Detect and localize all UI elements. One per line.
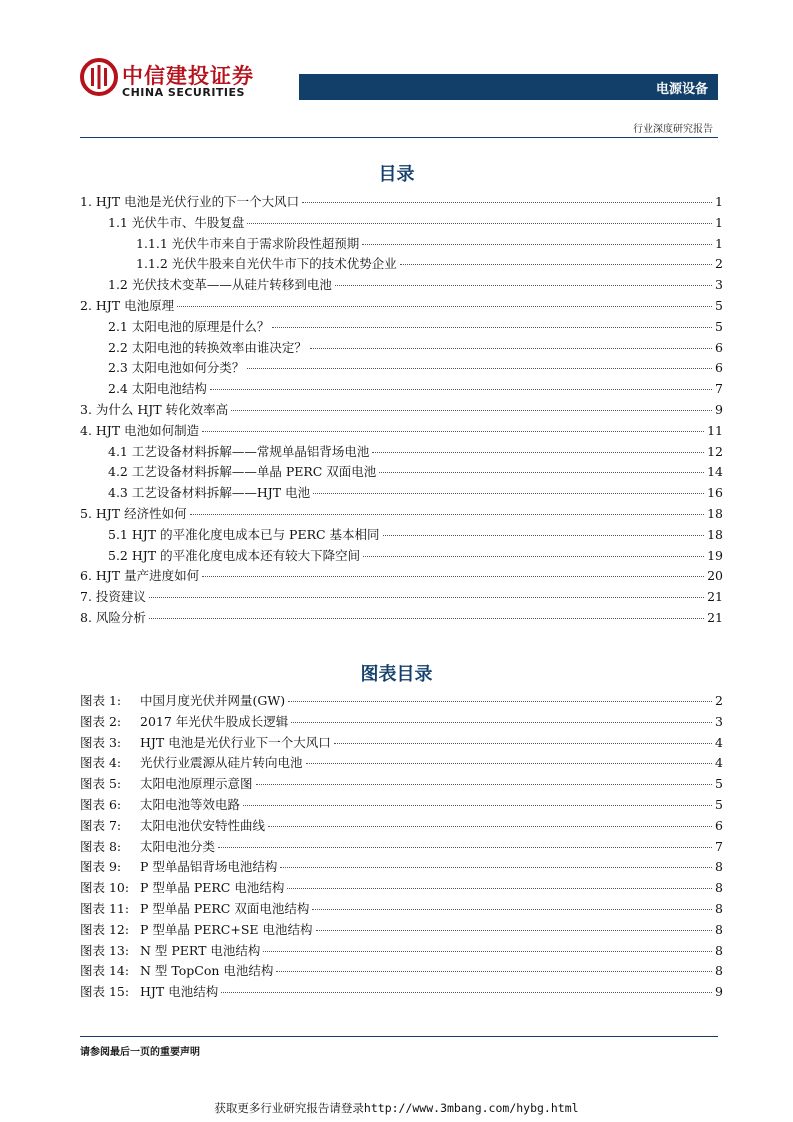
figure-number: 图表 2: — [80, 713, 122, 729]
dot-leader — [202, 575, 704, 577]
figure-entry-label — [80, 774, 253, 794]
source-link[interactable]: 获取更多行业研究报告请登录http://www.3mbang.com/hybg.html — [214, 1101, 579, 1115]
figure-entry-page: 8 — [715, 901, 723, 916]
toc-entry-page: 20 — [707, 568, 723, 584]
figure-entry-page: 9 — [715, 984, 723, 1000]
dot-leader — [276, 970, 712, 972]
toc-entry[interactable] — [80, 358, 723, 378]
dot-leader — [310, 347, 712, 349]
figure-entry-label — [80, 857, 277, 877]
figure-entry-label — [80, 982, 218, 1002]
dot-leader — [272, 326, 712, 328]
figure-number: 图表 4: — [80, 755, 122, 771]
toc-entry-page: 2 — [715, 256, 723, 272]
toc-entry-label: 4.2 工艺设备材料拆解——单晶 PERC 双面电池 — [108, 464, 377, 480]
figure-caption: 中国月度光伏并网量(GW) — [140, 693, 286, 708]
toc-entry-page: 6 — [715, 339, 723, 355]
toc-entry[interactable] — [80, 192, 723, 212]
figure-entry[interactable] — [80, 982, 723, 1002]
report-type: 行业深度研究报告 — [633, 124, 713, 135]
figure-number: 图表 8: — [80, 838, 122, 854]
figure-caption: 太阳电池分类 — [140, 838, 216, 854]
disclaimer: 请参阅最后一页的重要声明 — [80, 1047, 200, 1058]
dot-leader — [247, 367, 712, 369]
toc-entry-label: 4.3 工艺设备材料拆解——HJT 电池 — [108, 485, 311, 501]
figure-entry-page: 8 — [715, 963, 723, 979]
toc-entry-page: 11 — [707, 422, 723, 438]
figure-number: 图表 12: — [80, 921, 130, 937]
dot-leader — [302, 201, 712, 203]
toc-entry-page: 6 — [715, 360, 723, 376]
figure-caption: N 型 PERT 电池结构 — [140, 942, 261, 958]
dot-leader — [210, 388, 712, 390]
figure-entry[interactable] — [80, 920, 723, 940]
toc-entry[interactable] — [80, 566, 723, 586]
figure-entry-label — [80, 753, 303, 773]
figure-caption: 太阳电池等效电路 — [140, 797, 241, 812]
figure-entry-page: 5 — [715, 776, 723, 792]
dot-leader — [313, 492, 704, 494]
toc-entry[interactable] — [80, 379, 723, 399]
figure-caption: P 型单晶铝背场电池结构 — [140, 859, 278, 875]
toc-entry[interactable] — [80, 317, 723, 337]
toc-entry[interactable] — [80, 546, 723, 566]
toc-entry-label: 7. 投资建议 — [80, 589, 146, 605]
figure-entry-page: 8 — [715, 859, 723, 875]
dot-leader — [149, 596, 704, 598]
figure-caption: 太阳电池原理示意图 — [140, 776, 253, 792]
figure-entry-page: 2 — [715, 693, 723, 708]
dot-leader — [231, 409, 712, 411]
dot-leader — [291, 721, 712, 723]
toc-entry-page: 16 — [707, 485, 723, 501]
dot-leader — [383, 534, 705, 536]
toc-entry-page: 12 — [707, 443, 723, 459]
dot-leader — [287, 887, 712, 889]
dot-leader — [218, 846, 712, 848]
dot-leader — [372, 451, 704, 453]
dot-leader — [221, 991, 712, 993]
figure-number: 图表 13: — [80, 942, 130, 958]
figure-caption: P 型单晶 PERC 双面电池结构 — [140, 901, 310, 916]
toc-entry-page: 9 — [715, 402, 723, 417]
figure-entry[interactable] — [80, 733, 723, 753]
figure-number: 图表 7: — [80, 817, 122, 833]
figure-caption: HJT 电池结构 — [140, 984, 219, 1000]
figure-entry[interactable] — [80, 878, 723, 898]
toc-entry[interactable] — [80, 525, 723, 545]
figure-entry-page: 4 — [715, 755, 723, 771]
figure-entry-page: 8 — [715, 880, 723, 896]
figure-entry-page: 4 — [715, 734, 723, 750]
toc-entry-label: 2.4 太阳电池结构 — [108, 381, 207, 397]
figure-caption: P 型单晶 PERC+SE 电池结构 — [140, 921, 313, 937]
figure-caption: 光伏行业震源从硅片转向电池 — [140, 755, 303, 771]
toc-entry-page: 7 — [715, 381, 723, 397]
figure-entry-label — [80, 816, 265, 836]
toc-entry-page: 21 — [707, 610, 723, 625]
figure-entry[interactable] — [80, 816, 723, 836]
toc-entry-page: 18 — [707, 526, 723, 542]
figure-entry-page: 3 — [715, 713, 723, 729]
toc-entry-label: 1.2 光伏技术变革——从硅片转移到电池 — [108, 277, 332, 293]
dot-leader — [268, 825, 712, 827]
toc-entry-page: 5 — [715, 298, 723, 313]
figure-entry-label — [80, 837, 215, 857]
toc-entry[interactable] — [80, 296, 723, 316]
toc-entry-label: 4. HJT 电池如何制造 — [80, 422, 200, 438]
toc-entry-label: 2.3 太阳电池如何分类？ — [108, 360, 245, 376]
figure-entry-label — [80, 961, 273, 981]
dot-leader — [362, 243, 712, 245]
figure-number: 图表 11: — [80, 901, 130, 916]
toc-entry-page: 19 — [707, 547, 723, 563]
figure-entry[interactable] — [80, 774, 723, 794]
figure-entry-page: 8 — [715, 921, 723, 937]
figure-caption: 2017 年光伏牛股成长逻辑 — [140, 713, 289, 729]
figure-entry[interactable] — [80, 899, 723, 919]
dot-leader — [190, 513, 704, 515]
dot-leader — [306, 762, 713, 764]
dot-leader — [312, 908, 712, 910]
toc-entry-page: 14 — [707, 464, 723, 480]
toc-entry-label: 3. 为什么 HJT 转化效率高 — [80, 402, 229, 417]
toc-entry[interactable] — [80, 483, 723, 503]
figure-entry[interactable] — [80, 753, 723, 773]
figure-entry[interactable] — [80, 712, 723, 732]
toc-entry-label: 5.1 HJT 的平准化度电成本已与 PERC 基本相同 — [108, 526, 380, 542]
dot-leader — [363, 555, 704, 557]
figure-entry-label — [80, 941, 260, 961]
dot-leader — [280, 866, 712, 868]
toc-entry[interactable] — [80, 338, 723, 358]
figure-entry[interactable] — [80, 691, 723, 711]
dot-leader — [149, 617, 704, 619]
figure-number: 图表 1: — [80, 693, 122, 708]
toc-entry-label: 2.1 太阳电池的原理是什么？ — [108, 318, 270, 334]
figure-number: 图表 15: — [80, 984, 130, 1000]
toc-entry-label: 2. HJT 电池原理 — [80, 298, 175, 313]
figure-number: 图表 5: — [80, 776, 122, 792]
toc-entry-label: 5. HJT 经济性如何 — [80, 506, 187, 521]
toc-entry[interactable] — [80, 421, 723, 441]
figure-entry[interactable] — [80, 795, 723, 815]
figure-entry-page: 8 — [715, 942, 723, 958]
toc-entry-page: 1 — [715, 194, 723, 209]
toc-entry-label: 1.1 光伏牛市、牛股复盘 — [108, 214, 245, 230]
toc-entry-page: 18 — [707, 506, 723, 521]
toc-entry-label: 1.1.1 光伏牛市来自于需求阶段性超预期 — [136, 235, 360, 251]
toc-entry[interactable] — [80, 213, 723, 233]
logo-english-name: CHINA SECURITIES — [122, 86, 245, 99]
figure-entry-page: 6 — [715, 817, 723, 833]
dot-leader — [202, 430, 704, 432]
toc-entry[interactable] — [80, 442, 723, 462]
dot-leader — [263, 950, 712, 952]
figure-entry[interactable] — [80, 941, 723, 961]
footer-divider — [80, 1036, 718, 1037]
header-divider — [80, 137, 718, 138]
figure-entry-label — [80, 920, 313, 940]
toc-entry[interactable] — [80, 400, 723, 420]
toc-entry-page: 21 — [707, 589, 723, 605]
figure-entry-page: 7 — [715, 838, 723, 854]
toc-entry-page: 1 — [715, 235, 723, 251]
logo-chinese-name: 中信建投证券 — [122, 64, 254, 88]
toc-entry-label: 5.2 HJT 的平准化度电成本还有较大下降空间 — [108, 547, 361, 563]
toc-title: 目录 — [378, 164, 415, 185]
dot-leader — [379, 471, 704, 473]
figure-caption: P 型单晶 PERC 电池结构 — [140, 880, 285, 896]
toc-entry-page: 1 — [715, 214, 723, 230]
figure-number: 图表 3: — [80, 734, 122, 750]
figure-number: 图表 9: — [80, 859, 122, 875]
dot-leader — [335, 284, 712, 286]
toc-entry[interactable] — [80, 608, 723, 628]
figure-entry-label — [80, 795, 240, 815]
figure-entry-label — [80, 899, 309, 919]
dot-leader — [177, 305, 712, 307]
figure-list-title: 图表目录 — [360, 664, 433, 685]
dot-leader — [256, 783, 713, 785]
figure-number: 图表 10: — [80, 880, 130, 896]
company-logo — [80, 57, 260, 101]
figure-caption: HJT 电池是光伏行业下一个大风口 — [140, 734, 331, 750]
toc-entry[interactable] — [80, 254, 723, 274]
dot-leader — [288, 700, 712, 702]
dot-leader — [334, 742, 712, 744]
dot-leader — [316, 929, 713, 931]
toc-entry[interactable] — [80, 587, 723, 607]
company-logo-icon — [80, 57, 118, 97]
figure-entry[interactable] — [80, 837, 723, 857]
figure-entry-label — [80, 733, 331, 753]
toc-entry[interactable] — [80, 275, 723, 295]
toc-entry-label: 1. HJT 电池是光伏行业的下一个大风口 — [80, 194, 300, 209]
toc-entry-page: 5 — [715, 318, 723, 334]
dot-leader — [243, 804, 712, 806]
figure-entry-label — [80, 691, 285, 711]
figure-entry-page: 5 — [715, 797, 723, 812]
toc-entry[interactable] — [80, 462, 723, 482]
toc-entry-label: 6. HJT 量产进度如何 — [80, 568, 200, 584]
toc-entry[interactable] — [80, 504, 723, 524]
figure-caption: N 型 TopCon 电池结构 — [140, 963, 274, 979]
figure-caption: 太阳电池伏安特性曲线 — [140, 817, 266, 833]
toc-entry-label: 4.1 工艺设备材料拆解——常规单晶铝背场电池 — [108, 443, 370, 459]
dot-leader — [247, 222, 712, 224]
toc-entry-page: 3 — [715, 277, 723, 293]
sector-label: 电源设备 — [655, 82, 708, 97]
toc-entry[interactable] — [80, 234, 723, 254]
toc-entry-label: 1.1.2 光伏牛股来自光伏牛市下的技术优势企业 — [136, 256, 397, 272]
figure-entry[interactable] — [80, 857, 723, 877]
toc-entry-label: 2.2 太阳电池的转换效率由谁决定？ — [108, 339, 307, 355]
figure-number: 图表 14: — [80, 963, 130, 979]
toc-entry-label: 8. 风险分析 — [80, 610, 146, 625]
figure-entry[interactable] — [80, 961, 723, 981]
figure-entry-label — [80, 712, 288, 732]
dot-leader — [400, 263, 712, 265]
figure-number: 图表 6: — [80, 797, 122, 812]
header-bar — [299, 74, 718, 100]
figure-entry-label — [80, 878, 284, 898]
